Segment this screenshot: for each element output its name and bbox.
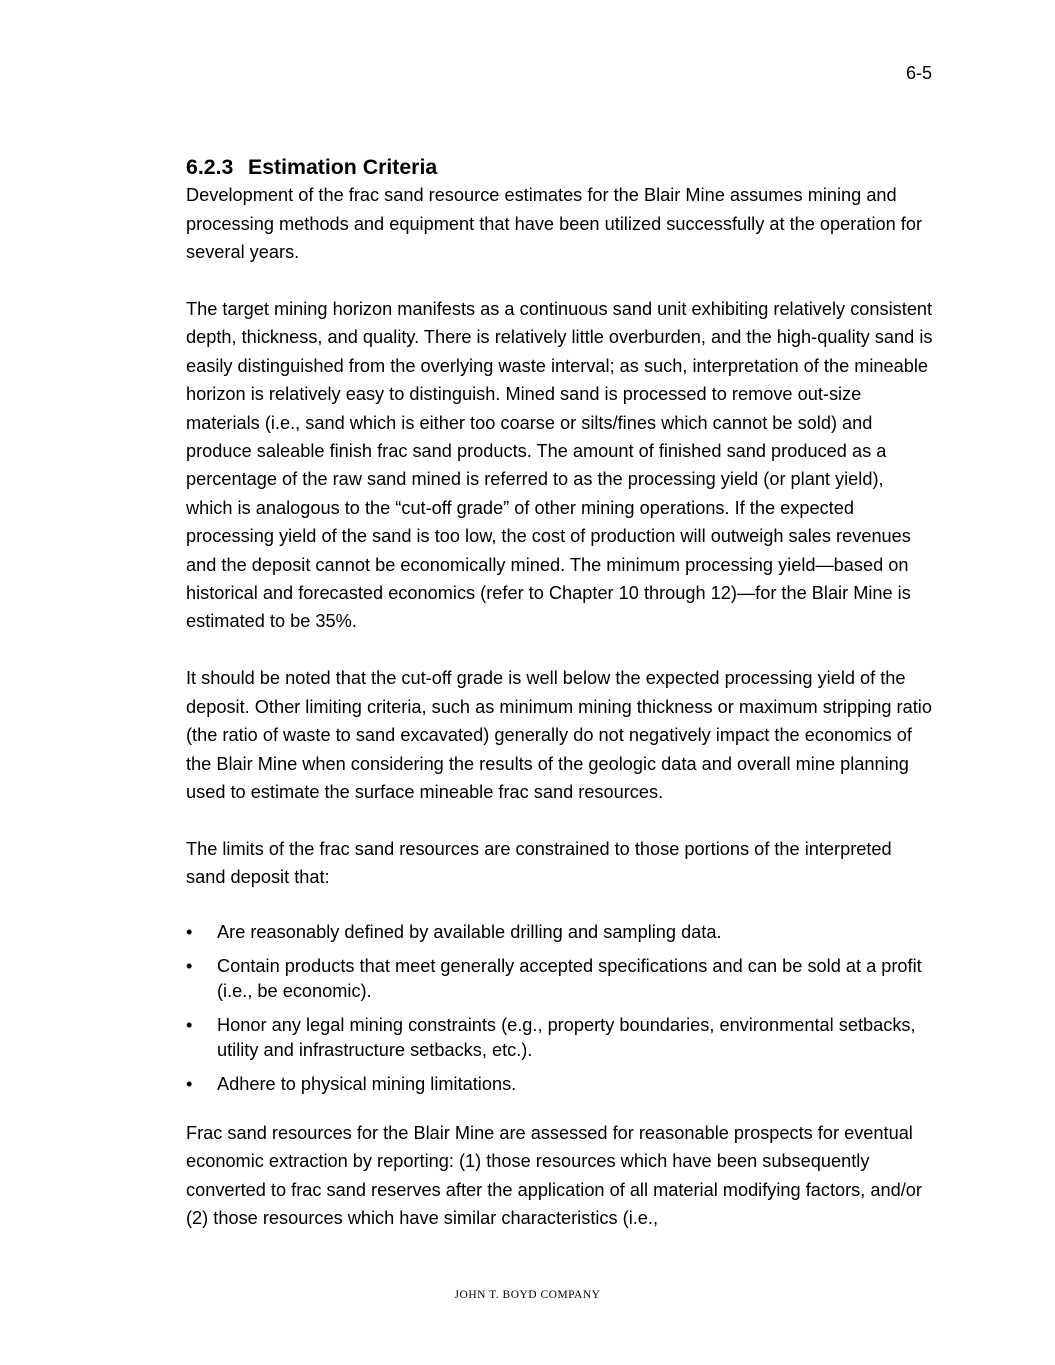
closing-paragraph: Frac sand resources for the Blair Mine are assessed for reasonable prospects for eventual economic extraction by reporting: (1) those resources which have been subsequently converted to frac sand reserves after the application of all material modifying factors, and/or (2) those resources which have similar characteristics (i.e., <box>186 1122 922 1229</box>
list-item <box>186 1013 934 1062</box>
criteria-list <box>186 920 934 1097</box>
paragraph: The limits of the frac sand resources are constrained to those portions of the interpreted sand deposit that: <box>186 838 892 888</box>
section-number: 6.2.3 <box>186 155 234 179</box>
page-number: 6-5 <box>905 63 932 83</box>
list-item <box>186 920 934 945</box>
list-item <box>186 1072 934 1097</box>
paragraph: The target mining horizon manifests as a continuous sand unit exhibiting relatively consistent depth, thickness, and quality. There is relatively little overburden, and the high-quality sand is easily distinguished from the overlying waste interval; as such, interpretation of the mineable horizon is relatively easy to distinguish. Mined sand is processed to remove out-size materials (i.e., sand which is either too coarse or silts/fines which cannot be sold) and produce saleable finish frac sand products. The amount of finished sand produced as a percentage of the raw sand mined is referred to as the processing yield (or plant yield), which is analogous to the “cut-off grade” of other mining operations. If the expected processing yield of the sand is too low, the cost of production will outweigh sales revenues and the deposit cannot be economically mined. The minimum processing yield—based on historical and forecasted economics (refer to Chapter 10 through 12)—for the Blair Mine is estimated to be 35%. <box>186 299 933 632</box>
document-body <box>186 153 934 1261</box>
list-item-text: Adhere to physical mining limitations. <box>217 1074 517 1095</box>
bullet-icon: • <box>186 1015 193 1036</box>
criteria-list-wrapper <box>186 920 934 1097</box>
paragraph: Development of the frac sand resource estimates for the Blair Mine assumes mining and processing methods and equipment that have been utilized successfully at the operation for several years. <box>186 185 923 263</box>
paragraph: It should be noted that the cut-off grade is well below the expected processing yield of the deposit. Other limiting criteria, such as minimum mining thickness or maximum stripping ratio (the ratio of waste to sand excavated) generally do not negatively impact the economics of the Blair Mine when considering the results of the geologic data and overall mine planning used to estimate the surface mineable frac sand resources. <box>186 668 932 802</box>
list-item-text: Contain products that meet generally accepted specifications and can be sold at a profit (i.e., be economic). <box>217 956 922 1001</box>
bullet-icon: • <box>186 921 193 942</box>
list-item-text: Are reasonably defined by available drilling and sampling data. <box>217 921 722 942</box>
bullet-icon: • <box>186 956 193 977</box>
bullet-icon: • <box>186 1074 193 1095</box>
list-item-text: Honor any legal mining constraints (e.g., property boundaries, environmental setbacks, utility and infrastructure setbacks, etc.). <box>217 1015 916 1060</box>
section-heading <box>186 153 934 181</box>
company-footer: JOHN T. BOYD COMPANY <box>454 1289 601 1301</box>
section-title: Estimation Criteria <box>248 155 438 179</box>
list-item <box>186 954 934 1003</box>
